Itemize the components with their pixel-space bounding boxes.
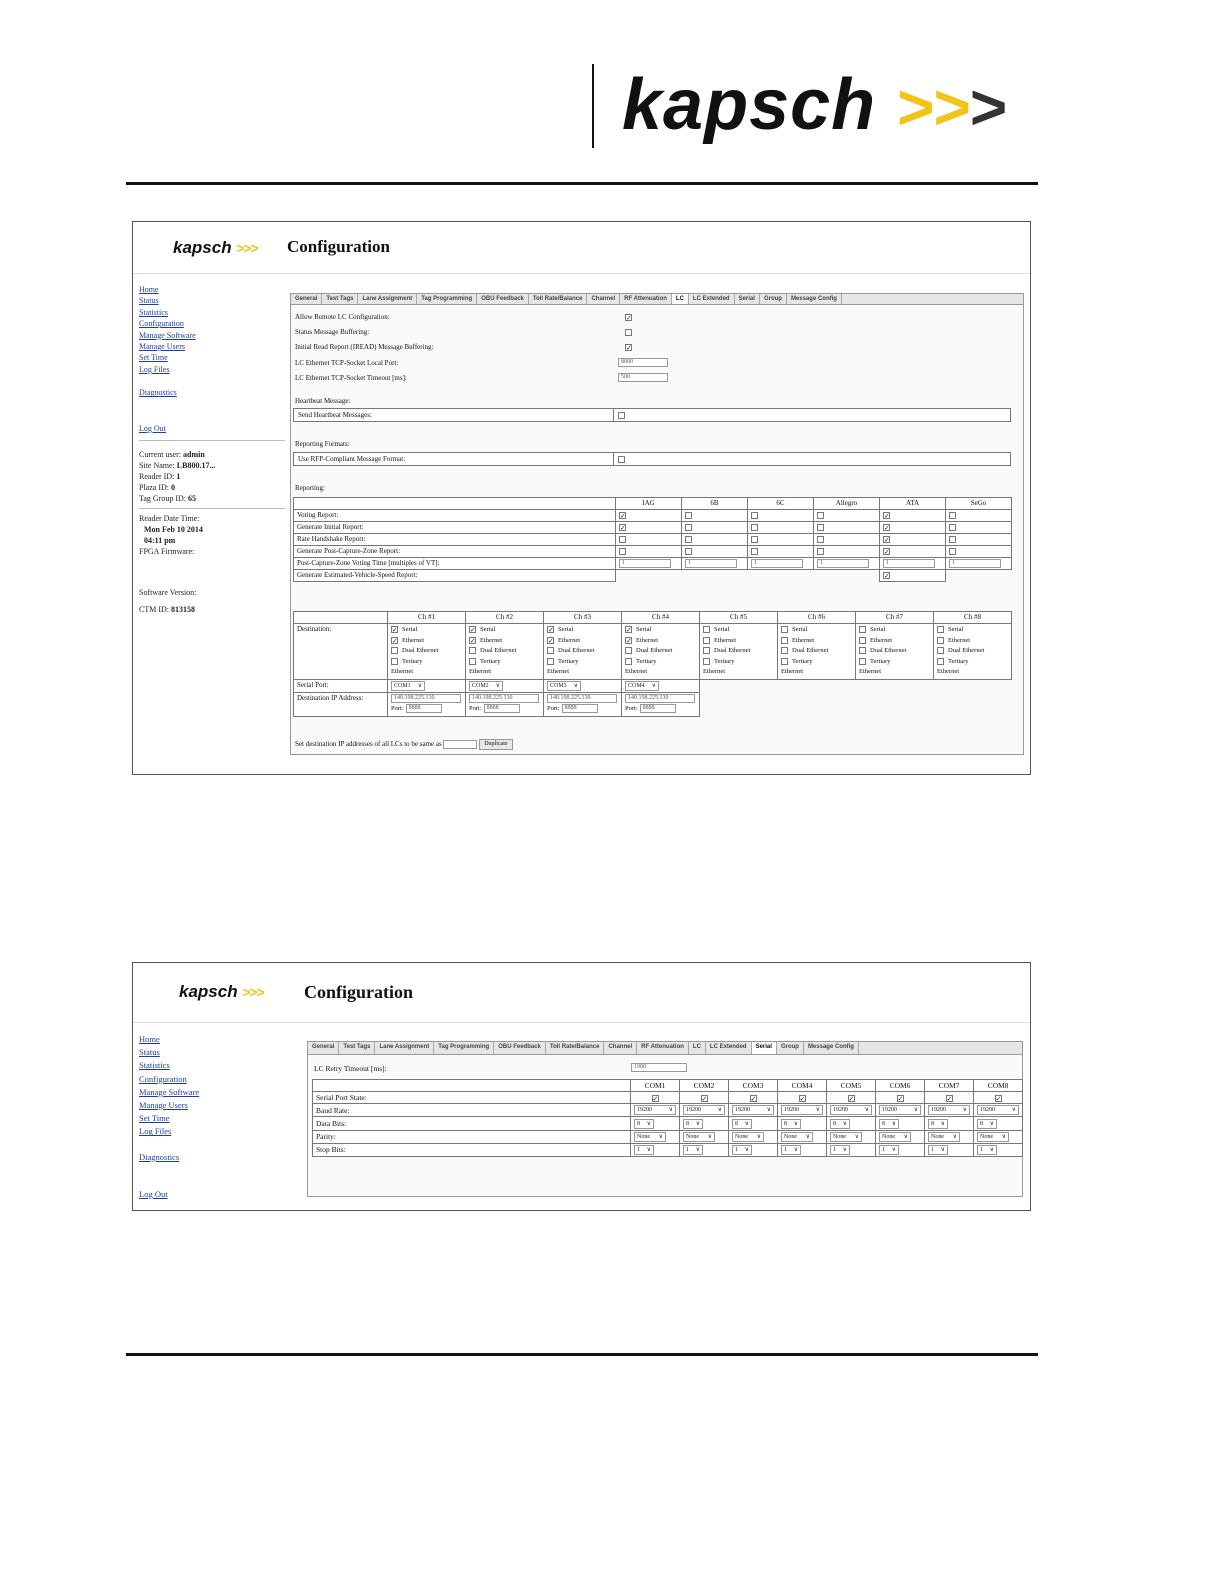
baud-rate-select[interactable]: 19200 ∨ bbox=[879, 1105, 921, 1115]
report-checkbox[interactable] bbox=[817, 524, 824, 531]
destination-dual-ethernet-checkbox[interactable] bbox=[469, 647, 476, 654]
destination-tertiary-checkbox[interactable] bbox=[625, 658, 632, 665]
nav-status[interactable]: Status bbox=[139, 296, 159, 306]
data-bits-select[interactable]: 8 ∨ bbox=[830, 1119, 850, 1129]
report-checkbox[interactable]: ✓ bbox=[884, 511, 890, 520]
com-header: COM5 bbox=[827, 1080, 876, 1092]
tab-group[interactable]: Group bbox=[777, 1042, 804, 1054]
heartbeat-checkbox[interactable] bbox=[618, 412, 625, 419]
rfp-format-checkbox[interactable] bbox=[618, 456, 625, 463]
report-checkbox[interactable]: ✓ bbox=[620, 523, 626, 532]
report-checkbox[interactable] bbox=[817, 512, 824, 519]
dest-ip-input[interactable]: 140.198.225.130 bbox=[469, 694, 539, 703]
nav-manage-software[interactable]: Manage Software bbox=[139, 1086, 200, 1097]
reporting-heading: Reporting: bbox=[295, 484, 325, 492]
destination-tertiary-checkbox[interactable] bbox=[937, 658, 944, 665]
destination-dual-ethernet-checkbox[interactable] bbox=[781, 647, 788, 654]
destination-option-label: Dual Ethernet bbox=[636, 647, 673, 654]
data-bits-select[interactable]: 8 ∨ bbox=[732, 1119, 752, 1129]
dest-ip-input[interactable]: 140.198.225.130 bbox=[625, 694, 695, 703]
channel-header: Ch #1 bbox=[388, 612, 466, 624]
parity-select[interactable]: None ∨ bbox=[634, 1132, 666, 1142]
tab-message-config[interactable]: Message Config bbox=[804, 1042, 859, 1054]
stop-bits-select[interactable]: 1 ∨ bbox=[830, 1145, 850, 1155]
nav-home[interactable]: Home bbox=[139, 285, 159, 294]
local-port-input[interactable]: 8000 bbox=[618, 358, 668, 367]
destination-tertiary-checkbox[interactable] bbox=[469, 658, 476, 665]
tab-tag-programming[interactable]: Tag Programming bbox=[417, 294, 477, 304]
channel-header: Ch #2 bbox=[466, 612, 544, 624]
setting-label: Allow Remote LC Configuration: bbox=[295, 313, 390, 321]
setting-label: Status Message Buffering: bbox=[295, 328, 370, 336]
stop-bits-select[interactable]: 1 ∨ bbox=[781, 1145, 801, 1155]
speed-report-checkbox[interactable]: ✓ bbox=[884, 572, 890, 580]
tab-obu-feedback[interactable]: OBU Feedback bbox=[494, 1042, 546, 1054]
report-checkbox[interactable] bbox=[751, 512, 758, 519]
destination-serial-checkbox[interactable]: ✓ bbox=[626, 626, 632, 635]
com-header: COM3 bbox=[729, 1080, 778, 1092]
data-bits-select[interactable]: 8 ∨ bbox=[634, 1119, 654, 1129]
stop-bits-select[interactable]: 1 ∨ bbox=[879, 1145, 899, 1155]
sidebar bbox=[139, 1033, 199, 1201]
destination-option-tail: Ethernet bbox=[937, 668, 960, 675]
tab-message-config[interactable]: Message Config bbox=[787, 294, 842, 304]
parity-select[interactable]: None ∨ bbox=[732, 1132, 764, 1142]
duplicate-ip-input[interactable] bbox=[443, 740, 477, 749]
tab-lane-assignment[interactable]: Lane Assignment bbox=[375, 1042, 434, 1054]
baud-rate-select[interactable]: 19200 ∨ bbox=[928, 1105, 970, 1115]
nav-manage-software[interactable]: Manage Software bbox=[139, 330, 196, 340]
destination-ethernet-checkbox[interactable]: ✓ bbox=[626, 636, 632, 645]
destination-option-label: Serial bbox=[480, 626, 496, 633]
destination-option-tail: Ethernet bbox=[859, 668, 882, 675]
destination-serial-checkbox[interactable] bbox=[859, 626, 866, 633]
destination-option-label: Tertiary bbox=[792, 657, 813, 665]
destination-option-label: Dual Ethernet bbox=[480, 647, 517, 654]
footer-rule bbox=[126, 1353, 1038, 1356]
destination-ethernet-checkbox[interactable] bbox=[937, 637, 944, 644]
destination-option-label: Ethernet bbox=[480, 636, 503, 644]
destination-option-tail: Ethernet bbox=[391, 668, 414, 675]
reporting-table bbox=[293, 497, 1012, 582]
parity-select[interactable]: None ∨ bbox=[781, 1132, 813, 1142]
protocol-header: Allegro bbox=[814, 498, 880, 510]
dest-ip-input[interactable]: 140.198.225.130 bbox=[391, 694, 461, 703]
report-checkbox[interactable] bbox=[817, 548, 824, 555]
dest-port-input[interactable]: 8888 bbox=[562, 704, 598, 713]
report-checkbox[interactable] bbox=[817, 536, 824, 543]
tab-general[interactable]: General bbox=[291, 294, 322, 304]
port-label: Port: bbox=[469, 705, 482, 712]
tab-toll-rate-balance[interactable]: Toll Rate/Balance bbox=[529, 294, 588, 304]
port-label: Port: bbox=[625, 705, 638, 712]
nav-statistics[interactable]: Statistics bbox=[139, 307, 168, 317]
duplicate-button[interactable]: Duplicate bbox=[479, 739, 512, 750]
destination-option-label: Ethernet bbox=[792, 636, 815, 644]
lc-config-screenshot bbox=[132, 221, 1031, 775]
destination-dual-ethernet-checkbox[interactable] bbox=[703, 647, 710, 654]
serial-ports-table bbox=[312, 1079, 1023, 1157]
report-checkbox[interactable] bbox=[685, 512, 692, 519]
destination-option-label: Serial bbox=[636, 626, 652, 633]
heartbeat-heading: Heartbeat Message: bbox=[295, 397, 351, 405]
app-header bbox=[133, 222, 1030, 274]
serial-port-select[interactable]: COM4 ∨ bbox=[625, 681, 659, 691]
com-header: COM1 bbox=[631, 1080, 680, 1092]
parity-select[interactable]: None ∨ bbox=[683, 1132, 715, 1142]
nav-status[interactable]: Status bbox=[139, 1047, 160, 1058]
channel-header: Ch #4 bbox=[622, 612, 700, 624]
report-label: Generate Post-Capture-Zone Report: bbox=[294, 546, 616, 558]
destination-tertiary-checkbox[interactable] bbox=[547, 658, 554, 665]
stop-bits-select[interactable]: 1 ∨ bbox=[977, 1145, 997, 1155]
destination-option-label: Tertiary bbox=[402, 657, 423, 665]
tab-lane-assignment[interactable]: Lane Assignment bbox=[358, 294, 417, 304]
serial-tab-panel bbox=[307, 1041, 1023, 1197]
protocol-header: ATA bbox=[880, 498, 946, 510]
app-header bbox=[133, 963, 1030, 1023]
destination-option-tail: Ethernet bbox=[469, 668, 492, 675]
stop-bits-select[interactable]: 1 ∨ bbox=[634, 1145, 654, 1155]
setting-checkbox[interactable] bbox=[625, 329, 632, 336]
stop-bits-select[interactable]: 1 ∨ bbox=[928, 1145, 948, 1155]
setting-checkbox[interactable]: ✓ bbox=[626, 314, 632, 322]
dest-port-input[interactable]: 8888 bbox=[406, 704, 442, 713]
page-title: Configuration bbox=[287, 237, 390, 256]
data-bits-select[interactable]: 8 ∨ bbox=[928, 1119, 948, 1129]
destination-option-tail: Ethernet bbox=[625, 668, 648, 675]
timeout-input[interactable]: 500 bbox=[618, 373, 668, 382]
nav-log-files[interactable]: Log Files bbox=[139, 1126, 172, 1137]
destination-tertiary-checkbox[interactable] bbox=[391, 658, 398, 665]
destination-tertiary-checkbox[interactable] bbox=[781, 658, 788, 665]
config-tabs bbox=[291, 294, 1023, 305]
destination-tertiary-checkbox[interactable] bbox=[859, 658, 866, 665]
destination-ethernet-checkbox[interactable]: ✓ bbox=[548, 636, 554, 645]
post-capture-input[interactable]: 1 bbox=[949, 559, 1001, 568]
nav-statistics[interactable]: Statistics bbox=[139, 1060, 170, 1071]
baud-rate-select[interactable]: 19200 ∨ bbox=[977, 1105, 1019, 1115]
destination-option-label: Dual Ethernet bbox=[948, 647, 985, 654]
nav-configuration[interactable]: Configuration bbox=[139, 319, 184, 329]
parity-select[interactable]: None ∨ bbox=[879, 1132, 911, 1142]
tab-lc-extended[interactable]: LC Extended bbox=[689, 294, 735, 304]
channel-header: Ch #5 bbox=[700, 612, 778, 624]
post-capture-input[interactable]: 1 bbox=[619, 559, 671, 568]
dest-ip-label: Destination IP Address: bbox=[294, 692, 388, 716]
destination-serial-checkbox[interactable]: ✓ bbox=[392, 626, 398, 635]
destination-dual-ethernet-checkbox[interactable] bbox=[859, 647, 866, 654]
data-bits-select[interactable]: 8 ∨ bbox=[683, 1119, 703, 1129]
destination-option-label: Tertiary bbox=[558, 657, 579, 665]
tab-lc[interactable]: LC bbox=[689, 1042, 706, 1054]
app-logo: kapsch >>> bbox=[173, 238, 258, 257]
serial-state-checkbox[interactable]: ✓ bbox=[848, 1094, 855, 1103]
post-capture-input[interactable]: 1 bbox=[685, 559, 737, 568]
destination-ethernet-checkbox[interactable] bbox=[703, 637, 710, 644]
serial-port-select[interactable]: COM1 ∨ bbox=[391, 681, 425, 691]
parity-label: Parity: bbox=[313, 1130, 631, 1143]
duplicate-row bbox=[295, 739, 513, 750]
dest-port-input[interactable]: 8888 bbox=[640, 704, 676, 713]
data-bits-label: Data Bits: bbox=[313, 1117, 631, 1130]
lc-tab-panel bbox=[290, 293, 1024, 755]
serial-state-checkbox[interactable]: ✓ bbox=[995, 1094, 1002, 1103]
serial-state-checkbox[interactable]: ✓ bbox=[897, 1094, 904, 1103]
heartbeat-table bbox=[293, 408, 1011, 422]
destination-option-label: Ethernet bbox=[714, 636, 737, 644]
report-checkbox[interactable] bbox=[949, 512, 956, 519]
destination-serial-checkbox[interactable]: ✓ bbox=[470, 626, 476, 635]
report-checkbox[interactable] bbox=[685, 548, 692, 555]
com-header: COM6 bbox=[876, 1080, 925, 1092]
parity-select[interactable]: None ∨ bbox=[977, 1132, 1009, 1142]
nav-home[interactable]: Home bbox=[139, 1034, 160, 1044]
nav-set-time[interactable]: Set Time bbox=[139, 353, 168, 363]
report-checkbox[interactable] bbox=[619, 548, 626, 555]
nav-manage-users[interactable]: Manage Users bbox=[139, 1100, 188, 1111]
nav-links bbox=[139, 1033, 199, 1139]
serial-port-select[interactable]: COM3 ∨ bbox=[547, 681, 581, 691]
destination-option-label: Tertiary bbox=[480, 657, 501, 665]
destination-dual-ethernet-checkbox[interactable] bbox=[391, 647, 398, 654]
nav-links bbox=[139, 284, 285, 375]
destination-serial-checkbox[interactable] bbox=[937, 626, 944, 633]
tab-tag-programming[interactable]: Tag Programming bbox=[434, 1042, 494, 1054]
dest-ip-input[interactable]: 140.198.225.130 bbox=[547, 694, 617, 703]
config-tabs bbox=[308, 1042, 1022, 1055]
baud-rate-select[interactable]: 19200 ∨ bbox=[634, 1105, 676, 1115]
reader-info: Current user: admin Site Name: LB800.17... Reader ID: 1 Plaza ID: 0 Tag Group ID: 65 Reader Date Time: Mon Feb 10 2014 04:11 pm FPGA Firmware: Software Version: CTM ID: 813158 bbox=[139, 449, 285, 615]
destination-option-label: Serial bbox=[870, 626, 886, 633]
parity-select[interactable]: None ∨ bbox=[830, 1132, 862, 1142]
channel-header: Ch #6 bbox=[778, 612, 856, 624]
destination-option-label: Serial bbox=[558, 626, 574, 633]
destination-option-label: Dual Ethernet bbox=[870, 647, 907, 654]
report-checkbox[interactable]: ✓ bbox=[884, 523, 890, 532]
tab-general[interactable]: General bbox=[308, 1042, 339, 1054]
app-logo: kapsch >>> bbox=[179, 982, 264, 1001]
report-checkbox[interactable] bbox=[949, 524, 956, 531]
destination-option-label: Dual Ethernet bbox=[558, 647, 595, 654]
stop-bits-select[interactable]: 1 ∨ bbox=[683, 1145, 703, 1155]
tab-obu-feedback[interactable]: OBU Feedback bbox=[477, 294, 529, 304]
data-bits-select[interactable]: 8 ∨ bbox=[977, 1119, 997, 1129]
destination-option-label: Tertiary bbox=[948, 657, 969, 665]
destination-option-label: Ethernet bbox=[870, 636, 893, 644]
kapsch-logo: kapsch >>> bbox=[622, 65, 1007, 145]
destination-dual-ethernet-checkbox[interactable] bbox=[625, 647, 632, 654]
destination-option-label: Dual Ethernet bbox=[402, 647, 439, 654]
tab-channel[interactable]: Channel bbox=[587, 294, 620, 304]
nav-diagnostics[interactable]: Diagnostics bbox=[139, 1151, 180, 1162]
report-label: Generate Initial Report: bbox=[294, 522, 616, 534]
report-checkbox[interactable] bbox=[685, 536, 692, 543]
protocol-header: 6B bbox=[682, 498, 748, 510]
baud-rate-select[interactable]: 19200 ∨ bbox=[732, 1105, 774, 1115]
formats-label: Use RFP-Compliant Message Format: bbox=[294, 453, 614, 466]
tab-group[interactable]: Group bbox=[760, 294, 787, 304]
destination-option-tail: Ethernet bbox=[703, 668, 726, 675]
retry-timeout-input[interactable]: 1000 bbox=[631, 1063, 687, 1072]
destination-option-label: Serial bbox=[792, 626, 808, 633]
destination-option-label: Serial bbox=[402, 626, 418, 633]
sidebar bbox=[139, 284, 285, 615]
setting-label: Initial Read Report (IREAD) Message Buffering: bbox=[295, 343, 434, 351]
serial-state-checkbox[interactable]: ✓ bbox=[946, 1094, 953, 1103]
destination-option-label: Dual Ethernet bbox=[714, 647, 751, 654]
post-capture-input[interactable]: 1 bbox=[817, 559, 869, 568]
report-checkbox[interactable] bbox=[949, 548, 956, 555]
parity-select[interactable]: None ∨ bbox=[928, 1132, 960, 1142]
nav-configuration[interactable]: Configuration bbox=[139, 1073, 187, 1084]
destination-option-label: Tertiary bbox=[714, 657, 735, 665]
stop-bits-label: Stop Bits: bbox=[313, 1143, 631, 1156]
destination-option-label: Tertiary bbox=[870, 657, 891, 665]
nav-log-files[interactable]: Log Files bbox=[139, 364, 170, 374]
report-checkbox[interactable]: ✓ bbox=[884, 535, 890, 544]
destination-ethernet-checkbox[interactable] bbox=[859, 637, 866, 644]
tab-test-tags[interactable]: Test Tags bbox=[339, 1042, 375, 1054]
nav-manage-users[interactable]: Manage Users bbox=[139, 342, 185, 352]
formats-table bbox=[293, 452, 1011, 466]
serial-state-checkbox[interactable]: ✓ bbox=[750, 1094, 757, 1103]
destination-dual-ethernet-checkbox[interactable] bbox=[547, 647, 554, 654]
serial-state-checkbox[interactable]: ✓ bbox=[701, 1094, 708, 1103]
protocol-header: SeGo bbox=[946, 498, 1012, 510]
tab-serial[interactable]: Serial bbox=[735, 294, 760, 304]
destination-option-label: Serial bbox=[714, 626, 730, 633]
report-checkbox[interactable] bbox=[949, 536, 956, 543]
tab-rf-attenuation[interactable]: RF Attenuation bbox=[620, 294, 672, 304]
nav-diagnostics[interactable]: Diagnostics bbox=[139, 388, 177, 398]
com-header: COM4 bbox=[778, 1080, 827, 1092]
report-checkbox[interactable] bbox=[685, 524, 692, 531]
tab-lc[interactable]: LC bbox=[672, 294, 689, 304]
baud-rate-select[interactable]: 19200 ∨ bbox=[781, 1105, 823, 1115]
post-capture-label: Post-Capture-Zone Voting Time [multiples of VT]: bbox=[294, 558, 616, 570]
destination-serial-checkbox[interactable]: ✓ bbox=[548, 626, 554, 635]
page-title: Configuration bbox=[304, 982, 414, 1002]
baud-label: Baud Rate: bbox=[313, 1104, 631, 1117]
destination-option-tail: Ethernet bbox=[547, 668, 570, 675]
serial-port-label: Serial Port: bbox=[294, 679, 388, 692]
destination-option-label: Ethernet bbox=[558, 636, 581, 644]
tab-channel[interactable]: Channel bbox=[604, 1042, 637, 1054]
report-checkbox[interactable]: ✓ bbox=[620, 511, 626, 520]
post-capture-input[interactable]: 1 bbox=[883, 559, 935, 568]
destination-option-label: Ethernet bbox=[636, 636, 659, 644]
channel-header: Ch #7 bbox=[856, 612, 934, 624]
serial-state-checkbox[interactable]: ✓ bbox=[652, 1094, 659, 1103]
local-port-label: LC Ethernet TCP-Socket Local Port: bbox=[295, 359, 399, 367]
com-header: COM2 bbox=[680, 1080, 729, 1092]
state-label: Serial Port State: bbox=[313, 1092, 631, 1104]
data-bits-select[interactable]: 8 ∨ bbox=[879, 1119, 899, 1129]
tab-rf-attenuation[interactable]: RF Attenuation bbox=[637, 1042, 689, 1054]
retry-label: LC Retry Timeout [ms]: bbox=[314, 1064, 387, 1073]
nav-logout[interactable]: Log Out bbox=[139, 423, 166, 433]
report-checkbox[interactable] bbox=[751, 524, 758, 531]
header-divider bbox=[592, 64, 594, 148]
setting-checkbox[interactable]: ✓ bbox=[626, 344, 632, 352]
destination-ethernet-checkbox[interactable]: ✓ bbox=[470, 636, 476, 645]
post-capture-input[interactable]: 1 bbox=[751, 559, 803, 568]
port-label: Port: bbox=[391, 705, 404, 712]
tab-serial[interactable]: Serial bbox=[752, 1042, 777, 1054]
report-checkbox[interactable]: ✓ bbox=[884, 547, 890, 556]
serial-port-select[interactable]: COM2 ∨ bbox=[469, 681, 503, 691]
port-label: Port: bbox=[547, 705, 560, 712]
stop-bits-select[interactable]: 1 ∨ bbox=[732, 1145, 752, 1155]
destination-ethernet-checkbox[interactable] bbox=[781, 637, 788, 644]
nav-logout[interactable]: Log Out bbox=[139, 1188, 168, 1199]
tab-lc-extended[interactable]: LC Extended bbox=[706, 1042, 752, 1054]
destination-dual-ethernet-checkbox[interactable] bbox=[937, 647, 944, 654]
destination-option-label: Serial bbox=[948, 626, 964, 633]
destination-option-label: Ethernet bbox=[402, 636, 425, 644]
speed-label: Generate Estimated-Vehicle-Speed Report: bbox=[294, 570, 616, 582]
timeout-label: LC Ethernet TCP-Socket Timeout [ms]: bbox=[295, 374, 407, 382]
destination-tertiary-checkbox[interactable] bbox=[703, 658, 710, 665]
set-all-label: Set destination IP addresses of all LCs to be same as bbox=[295, 740, 442, 749]
protocol-header: IAG bbox=[616, 498, 682, 510]
report-label: Rate Handshake Report: bbox=[294, 534, 616, 546]
destination-option-tail: Ethernet bbox=[781, 668, 804, 675]
channels-table bbox=[293, 611, 1012, 717]
blank-cell bbox=[294, 498, 616, 510]
nav-set-time[interactable]: Set Time bbox=[139, 1113, 170, 1124]
baud-rate-select[interactable]: 19200 ∨ bbox=[683, 1105, 725, 1115]
com-header: COM7 bbox=[925, 1080, 974, 1092]
destination-option-label: Tertiary bbox=[636, 657, 657, 665]
tab-test-tags[interactable]: Test Tags bbox=[322, 294, 358, 304]
destination-label: Destination: bbox=[294, 624, 388, 680]
protocol-header: 6C bbox=[748, 498, 814, 510]
destination-serial-checkbox[interactable] bbox=[703, 626, 710, 633]
report-checkbox[interactable] bbox=[751, 536, 758, 543]
com-header: COM8 bbox=[974, 1080, 1023, 1092]
report-label: Voting Report: bbox=[294, 510, 616, 522]
channel-header: Ch #8 bbox=[934, 612, 1012, 624]
destination-ethernet-checkbox[interactable]: ✓ bbox=[392, 636, 398, 645]
destination-option-label: Dual Ethernet bbox=[792, 647, 829, 654]
header-rule bbox=[126, 182, 1038, 185]
baud-rate-select[interactable]: 19200 ∨ bbox=[830, 1105, 872, 1115]
report-checkbox[interactable] bbox=[751, 548, 758, 555]
tab-toll-rate-balance[interactable]: Toll Rate/Balance bbox=[546, 1042, 605, 1054]
destination-option-label: Ethernet bbox=[948, 636, 971, 644]
destination-serial-checkbox[interactable] bbox=[781, 626, 788, 633]
formats-heading: Reporting Formats: bbox=[295, 440, 350, 448]
channel-header: Ch #3 bbox=[544, 612, 622, 624]
serial-state-checkbox[interactable]: ✓ bbox=[799, 1094, 806, 1103]
data-bits-select[interactable]: 8 ∨ bbox=[781, 1119, 801, 1129]
dest-port-input[interactable]: 8888 bbox=[484, 704, 520, 713]
report-checkbox[interactable] bbox=[619, 536, 626, 543]
heartbeat-label: Send Heartbeat Messages: bbox=[294, 409, 614, 422]
serial-config-screenshot bbox=[132, 962, 1031, 1211]
